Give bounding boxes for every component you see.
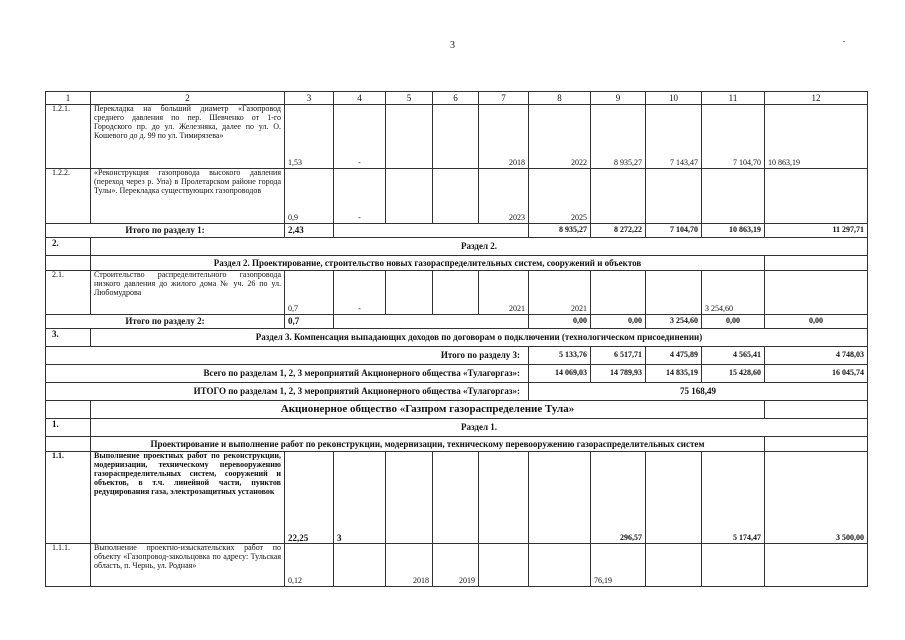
row-number: 1.2.1. — [46, 105, 91, 169]
cell-value: 7 104,70 — [702, 105, 765, 169]
cell-count: - — [334, 105, 386, 169]
section-subheading-row — [46, 256, 868, 271]
total-value: 14 069,03 — [529, 365, 591, 383]
cell-value: 10 863,19 — [765, 105, 868, 169]
total-value: 0,00 — [591, 315, 646, 329]
cell-empty — [433, 169, 479, 224]
section-total-row — [46, 315, 868, 329]
row-number: 1.1.1. — [46, 544, 91, 587]
row-number: 1.1. — [46, 452, 91, 544]
cell-value: 3 254,60 — [702, 271, 765, 315]
section-subtitle: Проектирование и выполнение работ по реконструкции, модернизации, техническому перевооружению газораспределительных систем — [91, 437, 765, 452]
section-title: Раздел 3. Компенсация выпадающих доходов по договорам о подключении (технологическом присоединении) — [91, 329, 868, 347]
page-number: 3 — [450, 40, 455, 51]
cell-empty — [591, 169, 646, 224]
cell-empty — [765, 401, 868, 419]
cell-empty — [646, 544, 702, 587]
cell-start-year: 2021 — [479, 271, 529, 315]
cell-empty — [46, 437, 91, 452]
total-length: 0,7 — [285, 315, 334, 329]
cell-value: 76,19 — [591, 544, 646, 587]
col-header-1: 1 — [46, 92, 91, 105]
cell-start-year: 2018 — [479, 105, 529, 169]
row-number: 1.2.2. — [46, 169, 91, 224]
col-header-6: 6 — [433, 92, 479, 105]
cell-count: - — [334, 169, 386, 224]
col-header-5: 5 — [386, 92, 433, 105]
cell-end-year: 2019 — [433, 544, 479, 587]
col-header-11: 11 — [702, 92, 765, 105]
total-value: 0,00 — [702, 315, 765, 329]
scan-mark — [843, 41, 845, 42]
section-number: 3. — [46, 329, 91, 347]
cell-length: 0,9 — [285, 169, 334, 224]
col-header-12: 12 — [765, 92, 868, 105]
col-header-10: 10 — [646, 92, 702, 105]
cell-value: 296,57 — [591, 452, 646, 544]
cell-empty — [46, 256, 91, 271]
cell-empty — [433, 271, 479, 315]
total-value: 3 254,60 — [646, 315, 702, 329]
total-label: Всего по разделам 1, 2, 3 мероприятий Акционерного общества «Тулагоргаз»: — [46, 365, 529, 383]
row-description: Перекладка на больший диаметр «Газопровод среднего давления по пер. Шевченко от 1-го Городского пр. до ул. Железняка, далее по ул. О. Кошевого до д. 99 по ул. Тимирязева» — [91, 105, 285, 169]
section-title: Раздел 1. — [91, 419, 868, 437]
company-heading-row — [46, 401, 868, 419]
cell-empty — [386, 105, 433, 169]
col-header-7: 7 — [479, 92, 529, 105]
row-number: 2.1. — [46, 271, 91, 315]
total-value: 11 297,71 — [765, 224, 868, 238]
cell-empty — [646, 271, 702, 315]
row-description: Выполнение проектно-изыскательских работ по объекту «Газопровод-закольцовка по адресу: Тульская область, п. Чернь, ул. Родная» — [91, 544, 285, 587]
cell-end-year: 2021 — [529, 271, 591, 315]
section-heading-row — [46, 329, 868, 347]
section-title: Раздел 2. — [91, 238, 868, 256]
cell-empty — [702, 544, 765, 587]
column-header-row — [46, 92, 868, 105]
cell-value: 5 174,47 — [702, 452, 765, 544]
table-row — [46, 271, 868, 315]
cell-empty — [334, 224, 529, 238]
cell-value: 8 935,27 — [591, 105, 646, 169]
total-value: 16 045,74 — [765, 365, 868, 383]
cell-length: 22,25 — [285, 452, 334, 544]
cell-empty — [334, 544, 386, 587]
cell-value: 3 500,00 — [765, 452, 868, 544]
table-row — [46, 452, 868, 544]
col-header-9: 9 — [591, 92, 646, 105]
cell-length: 0,7 — [285, 271, 334, 315]
overall-total-row — [46, 365, 868, 383]
total-value: 5 133,76 — [529, 347, 591, 365]
cell-empty — [765, 437, 868, 452]
cell-empty — [433, 452, 479, 544]
grand-total-row — [46, 383, 868, 401]
col-header-2: 2 — [91, 92, 285, 105]
cell-length: 1,53 — [285, 105, 334, 169]
cell-empty — [765, 544, 868, 587]
total-value: 0,00 — [765, 315, 868, 329]
cell-empty — [702, 169, 765, 224]
investment-table — [45, 91, 868, 587]
col-header-8: 8 — [529, 92, 591, 105]
cell-empty — [386, 169, 433, 224]
total-value: 14 789,93 — [591, 365, 646, 383]
total-value: 4 565,41 — [702, 347, 765, 365]
section-total-row — [46, 347, 868, 365]
total-value: 8 935,27 — [529, 224, 591, 238]
row-description: Выполнение проектных работ по реконструкции, модернизации, техническому перевооружению газораспределительных систем, сооружений и объектов, в т.ч. линейной части, пунктов редуцирования газа, электрозащитных установок — [91, 452, 285, 544]
total-length: 2,43 — [285, 224, 334, 238]
table-row — [46, 105, 868, 169]
section-number: 1. — [46, 419, 91, 437]
cell-length: 0,12 — [285, 544, 334, 587]
table-row — [46, 169, 868, 224]
cell-start-year: 2018 — [386, 544, 433, 587]
total-value: 14 835,19 — [646, 365, 702, 383]
total-value: 4 475,89 — [646, 347, 702, 365]
cell-end-year: 2022 — [529, 105, 591, 169]
total-value: 8 272,22 — [591, 224, 646, 238]
total-value: 6 517,71 — [591, 347, 646, 365]
cell-empty — [646, 452, 702, 544]
cell-value: 7 143,47 — [646, 105, 702, 169]
cell-empty — [46, 401, 91, 419]
cell-end-year: 2025 — [529, 169, 591, 224]
cell-empty — [334, 315, 529, 329]
cell-empty — [591, 271, 646, 315]
total-value: 7 104,70 — [646, 224, 702, 238]
row-description: «Реконструкция газопровода высокого давления (переход через р. Упа) в Пролетарском районе города Тулы». Перекладка существующих газопроводов — [91, 169, 285, 224]
total-label: Итого по разделу 1: — [46, 224, 285, 238]
section-subheading-row — [46, 437, 868, 452]
cell-empty — [765, 169, 868, 224]
cell-empty — [529, 452, 591, 544]
total-value: 15 428,60 — [702, 365, 765, 383]
cell-count: - — [334, 271, 386, 315]
total-value: 10 863,19 — [702, 224, 765, 238]
total-label: Итого по разделу 3: — [46, 347, 529, 365]
grand-total-value: 75 168,49 — [529, 383, 868, 401]
cell-start-year: 2023 — [479, 169, 529, 224]
total-value: 4 748,03 — [765, 347, 868, 365]
cell-empty — [765, 256, 868, 271]
cell-empty — [386, 271, 433, 315]
col-header-3: 3 — [285, 92, 334, 105]
section-subtitle: Раздел 2. Проектирование, строительство новых газораспределительных систем, сооружений и объектов — [91, 256, 765, 271]
cell-empty — [529, 544, 591, 587]
col-header-4: 4 — [334, 92, 386, 105]
cell-empty — [765, 271, 868, 315]
total-label: Итого по разделу 2: — [46, 315, 285, 329]
row-description: Строительство распределительного газопровода низкого давления до жилого дома № уч. 26 по ул. Любомудрова — [91, 271, 285, 315]
company-title: Акционерное общество «Газпром газораспределение Тула» — [91, 401, 765, 419]
cell-empty — [479, 452, 529, 544]
section-total-row — [46, 224, 868, 238]
grand-total-label: ИТОГО по разделам 1, 2, 3 мероприятий Акционерного общества «Тулагоргаз»: — [46, 383, 529, 401]
cell-empty — [386, 452, 433, 544]
table-row — [46, 544, 868, 587]
cell-count: 3 — [334, 452, 386, 544]
cell-empty — [433, 105, 479, 169]
section-number: 2. — [46, 238, 91, 256]
section-heading-row — [46, 419, 868, 437]
total-value: 0,00 — [529, 315, 591, 329]
section-heading-row — [46, 238, 868, 256]
cell-empty — [479, 544, 529, 587]
cell-empty — [646, 169, 702, 224]
